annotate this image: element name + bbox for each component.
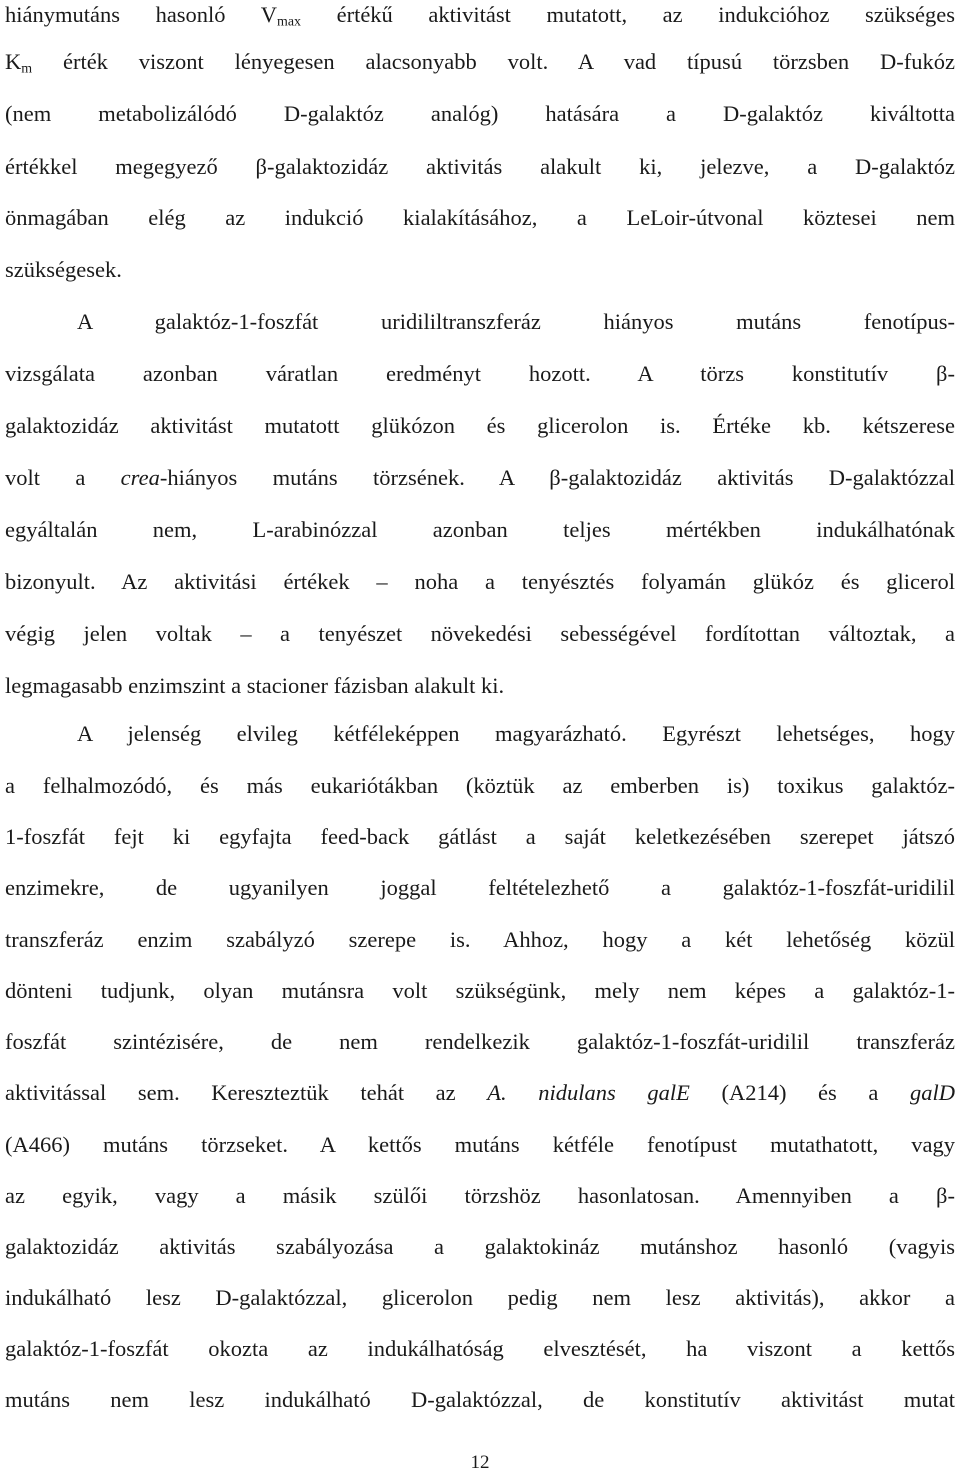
text-line: mutáns nem lesz indukálható D-galaktózzal, de konstitutív aktivitást mutat xyxy=(5,1387,955,1412)
paragraph-first-line: A jelenség elvileg kétféleképpen magyarázható. Egyrészt lehetséges, hogy xyxy=(77,721,955,746)
text-line: 1-foszfát fejt ki egyfajta feed-back gátlást a saját keletkezésében szerepet játszó xyxy=(5,824,955,849)
text-line: aktivitással sem. Kereszteztük tehát az A. nidulans galE (A214) és a galD xyxy=(5,1080,955,1105)
text-line: az egyik, vagy a másik szülői törzshöz hasonlatosan. Amennyiben a β- xyxy=(5,1183,955,1208)
page-number: 12 xyxy=(470,1452,490,1473)
text-line: foszfát szintézisére, de nem rendelkezik galaktóz-1-foszfát-uridilil transzferáz xyxy=(5,1029,955,1054)
text-line: vizsgálata azonban váratlan eredményt hozott. A törzs konstitutív β- xyxy=(5,361,955,386)
text-line: végig jelen voltak – a tenyészet növekedési sebességével fordítottan változtak, a xyxy=(5,621,955,646)
text-line: bizonyult. Az aktivitási értékek – noha a tenyésztés folyamán glükóz és glicerol xyxy=(5,569,955,594)
text-line: galaktozidáz aktivitás szabályozása a galaktokináz mutánshoz hasonló (vagyis xyxy=(5,1234,955,1259)
text-line: egyáltalán nem, L-arabinózzal azonban teljes mértékben indukálhatónak xyxy=(5,517,955,542)
text-line: galaktóz-1-foszfát okozta az indukálhatóság elvesztését, ha viszont a kettős xyxy=(5,1336,955,1361)
paragraph-first-line: A galaktóz-1-foszfát uridililtranszferáz hiányos mutáns fenotípus- xyxy=(77,309,955,334)
text-line: dönteni tudjunk, olyan mutánsra volt szükségünk, mely nem képes a galaktóz-1- xyxy=(5,978,955,1003)
text-line: hiánymutáns hasonló $V_{max}$ értékű aktivitást mutatott, az indukcióhoz szükséges xyxy=(5,2,956,30)
text-line: indukálható lesz D-galaktózzal, glicerolon pedig nem lesz aktivitás), akkor a xyxy=(5,1285,955,1310)
text-line: enzimekre, de ugyanilyen joggal feltételezhető a galaktóz-1-foszfát-uridilil xyxy=(5,875,955,900)
text-line: transzferáz enzim szabályzó szerepe is. Ahhoz, hogy a két lehetőség közül xyxy=(5,927,955,952)
text-line: szükségesek. xyxy=(5,257,122,282)
text-line: legmagasabb enzimszint a stacioner fázisban alakult ki. xyxy=(5,673,505,698)
text-line: (A466) mutáns törzseket. A kettős mutáns kétféle fenotípust mutathatott, vagy xyxy=(5,1132,955,1157)
text-line: galaktozidáz aktivitást mutatott glükózon és glicerolon is. Értéke kb. kétszerese xyxy=(5,413,955,438)
text-line: a felhalmozódó, és más eukariótákban (köztük az emberben is) toxikus galaktóz- xyxy=(5,773,955,798)
text-line: önmagában elég az indukció kialakításához, a LeLoir-útvonal köztesei nem xyxy=(5,205,955,230)
text-line: volt a crea-hiányos mutáns törzsének. A β-galaktozidáz aktivitás D-galaktózzal xyxy=(5,465,955,490)
text-line: $K_m$ érték viszont lényegesen alacsonyabb volt. A vad típusú törzsben D-fukóz xyxy=(5,49,955,77)
text-line: értékkel megegyező β-galaktozidáz aktivitás alakult ki, jelezve, a D-galaktóz xyxy=(5,154,955,179)
text-line: (nem metabolizálódó D-galaktóz analóg) hatására a D-galaktóz kiváltotta xyxy=(5,101,955,126)
